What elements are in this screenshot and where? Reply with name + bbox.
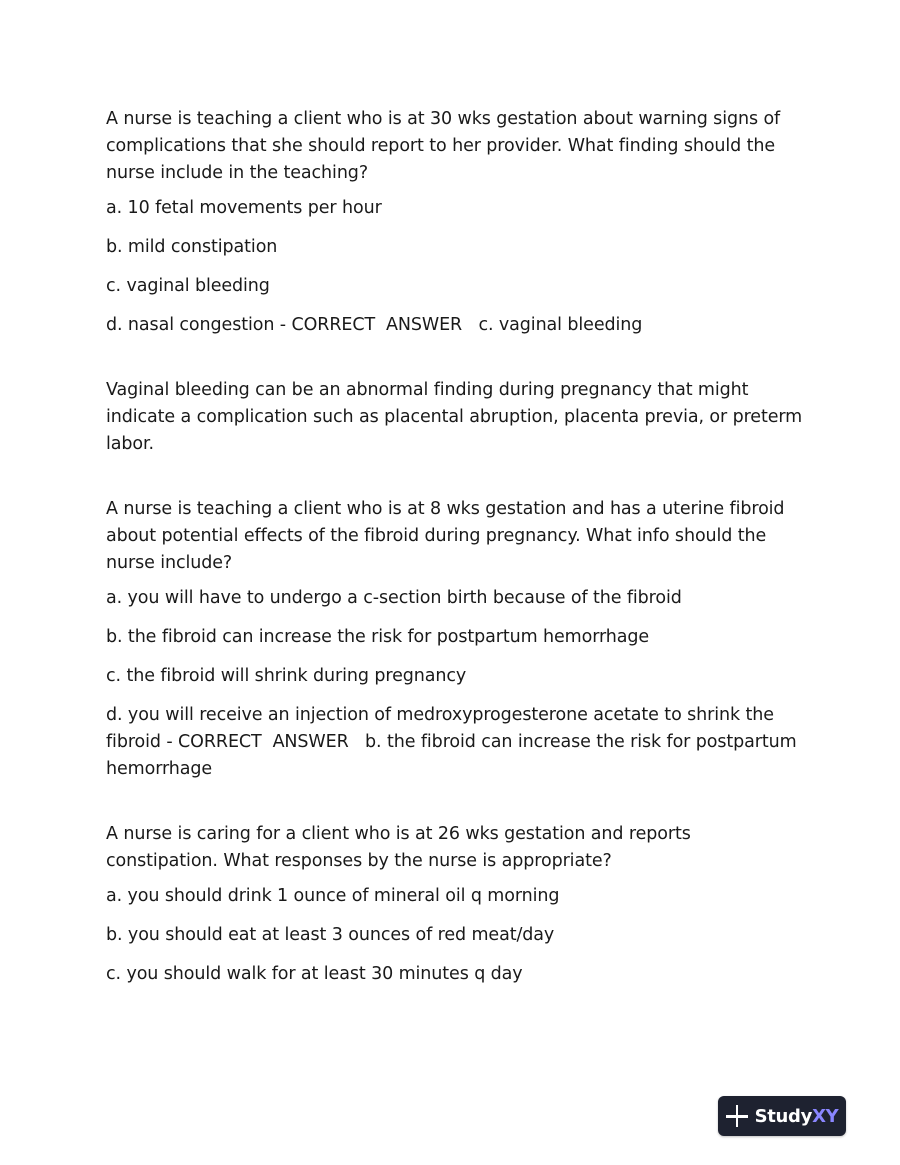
question-1-text: A nurse is teaching a client who is at 30 wks gestation about warning signs of complications that she should report to her provider. What finding should the nurse include in the teaching? — [106, 109, 781, 183]
brand-name-main: Study — [754, 1105, 813, 1127]
brand-wordmark — [755, 1106, 839, 1127]
question-1-option-b: b. mild constipation — [106, 237, 278, 257]
question-3-option-b: b. you should eat at least 3 ounces of red meat/day — [106, 925, 555, 945]
document-page — [106, 106, 806, 1000]
spacer — [106, 339, 806, 377]
studyxy-logo — [718, 1096, 846, 1136]
question-1-option-d-answer: d. nasal congestion - CORRECT ANSWER c. vaginal bleeding — [106, 315, 643, 335]
question-3-option-a: a. you should drink 1 ounce of mineral oil q morning — [106, 886, 560, 906]
question-3-text: A nurse is caring for a client who is at 26 wks gestation and reports constipation. What responses by the nurse is appropriate? — [106, 824, 691, 871]
question-3-option-c: c. you should walk for at least 30 minutes q day — [106, 964, 523, 984]
question-2-option-a: a. you will have to undergo a c-section birth because of the fibroid — [106, 588, 682, 608]
question-1-option-a: a. 10 fetal movements per hour — [106, 198, 382, 218]
question-1-explanation: Vaginal bleeding can be an abnormal finding during pregnancy that might indicate a complication such as placental abruption, placenta previa, or preterm labor. — [106, 380, 803, 454]
brand-name-accent: XY — [812, 1105, 839, 1127]
question-1-option-c: c. vaginal bleeding — [106, 276, 270, 296]
question-2-text: A nurse is teaching a client who is at 8 wks gestation and has a uterine fibroid about potential effects of the fibroid during pregnancy. What info should the nurse include? — [106, 499, 785, 573]
spacer — [106, 458, 806, 496]
spacer — [106, 783, 806, 821]
question-2-option-d-answer: d. you will receive an injection of medroxyprogesterone acetate to shrink the fibroid - CORRECT ANSWER b. the fibroid can increase the risk for postpartum hemorrhage — [106, 705, 803, 779]
plus-icon — [726, 1105, 748, 1127]
question-2-option-b: b. the fibroid can increase the risk for postpartum hemorrhage — [106, 627, 650, 647]
question-2-option-c: c. the fibroid will shrink during pregnancy — [106, 666, 467, 686]
